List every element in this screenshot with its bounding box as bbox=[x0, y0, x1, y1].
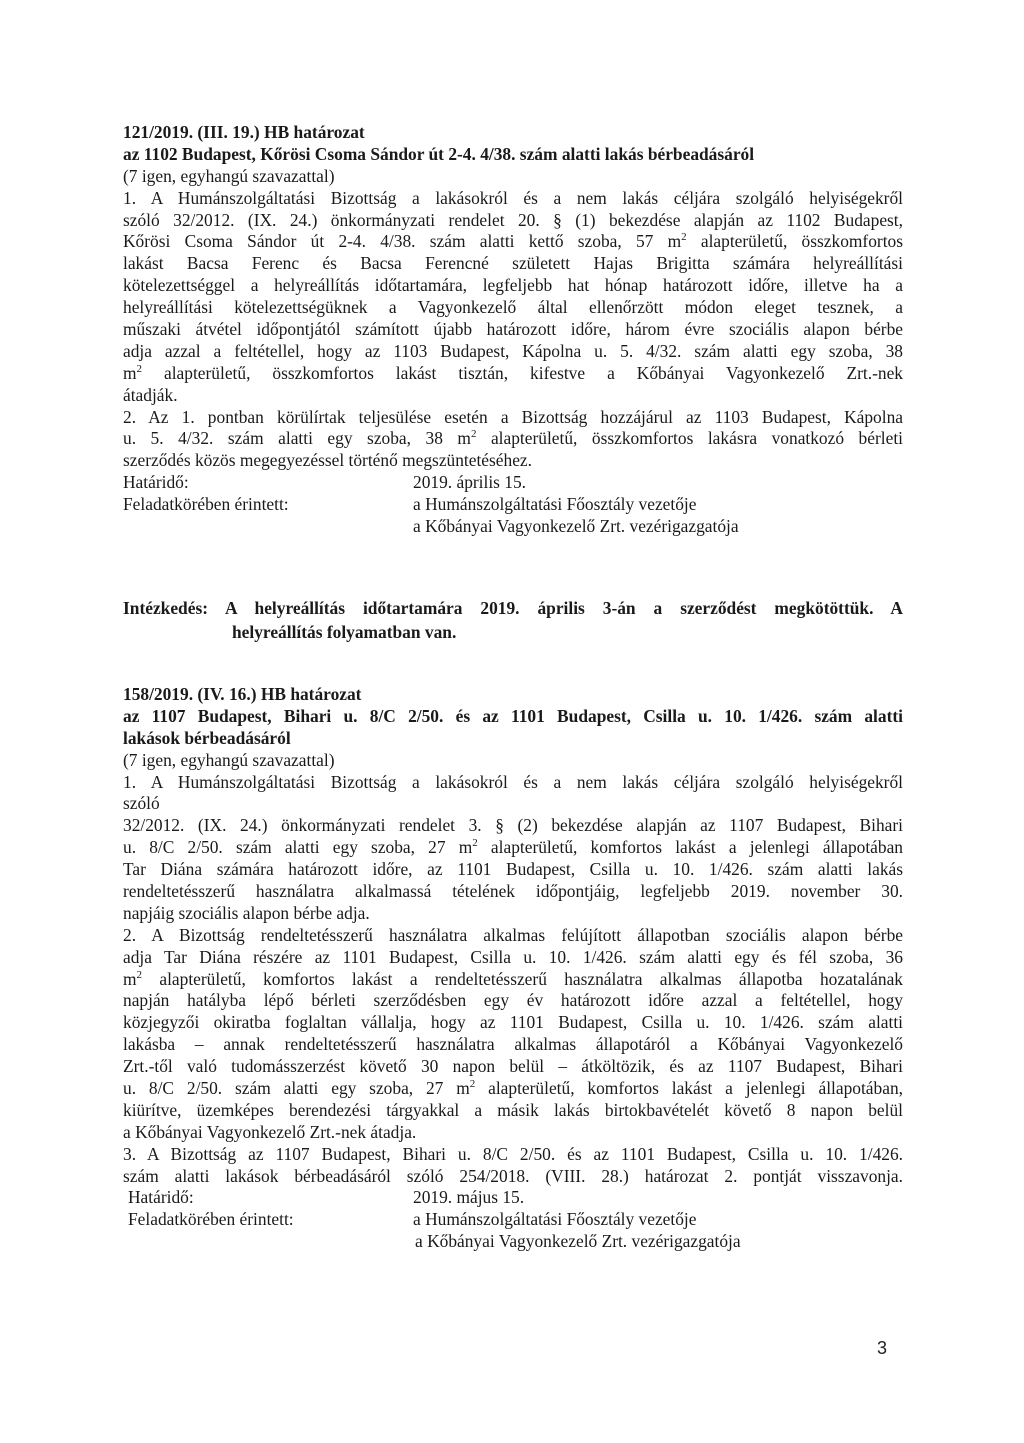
paragraph-line: $m^2$ alapterületű, összkomfortos lakást tisztán, kifestve a Kőbányai Vagyonkezelő Zrt.-nek bbox=[123, 362, 903, 383]
deadline-row bbox=[123, 472, 903, 494]
resolution-title: az 1107 Budapest, Bihari u. 8/C 2/50. és az 1101 Budapest, Csilla u. 10. 1/426. szám alatti bbox=[123, 705, 903, 726]
paragraph-line: Zrt.-től való tudomásszerzést követő 30 napon belül – átköltözik, és az 1107 Budapest, Bihari bbox=[123, 1056, 903, 1077]
paragraph-line: a Kőbányai Vagyonkezelő Zrt.-nek átadja. bbox=[123, 1121, 417, 1142]
paragraph-line: szerződés közös megegyezéssel történő megszüntetéséhez. bbox=[123, 450, 532, 471]
resolution-158-2019 bbox=[123, 684, 903, 1253]
paragraph-line: kötelezettséggel a helyreállítás időtartamára, legfeljebb hat hónap határozott időre, illetve ha a bbox=[123, 275, 903, 296]
paragraph-line: szóló bbox=[123, 793, 160, 814]
deadline-label: Határidő: bbox=[123, 472, 189, 493]
paragraph-line: lakásba – annak rendeltetésszerű használatra alkalmas állapotáról a Kőbányai Vagyonkezelő bbox=[123, 1034, 903, 1055]
paragraph-line: közjegyzői okiratba foglaltan vállalja, hogy az 1101 Budapest, Csilla u. 10. 1/426. szám alatti bbox=[123, 1012, 903, 1033]
paragraph-line: u. 8/C 2/50. szám alatti egy szoba, 27 $m^2$ alapterületű, komfortos lakást a jelenlegi állapotában bbox=[123, 837, 904, 858]
measure-line: Intézkedés: A helyreállítás időtartamára 2019. április 3-án a szerződést megkötöttük. A bbox=[123, 598, 903, 618]
measure-note bbox=[123, 596, 903, 644]
paragraph-line: műszaki átvétel időpontjától számított újabb határozott időre, három évre szociális alapon bérbe bbox=[123, 319, 903, 340]
paragraph-line: napján hatályba lépő bérleti szerződésben egy év határozott időre azzal a feltétellel, hogy bbox=[123, 990, 903, 1011]
responsible-value: a Kőbányai Vagyonkezelő Zrt. vezérigazgatója bbox=[415, 1231, 741, 1252]
paragraph-line: helyreállítási kötelezettségüknek a Vagyonkezelő által ellenőrzött módon eleget tesznek, a bbox=[123, 297, 903, 318]
responsible-row bbox=[123, 1231, 903, 1253]
deadline-value: 2019. április 15. bbox=[413, 472, 527, 493]
paragraph-line: Tar Diána számára határozott időre, az 1101 Budapest, Csilla u. 10. 1/426. szám alatti lakás bbox=[123, 859, 903, 880]
paragraph-line: 3. A Bizottság az 1107 Budapest, Bihari u. 8/C 2/50. és az 1101 Budapest, Csilla u. 10. 1/426. bbox=[123, 1143, 903, 1164]
paragraph-line: 2. A Bizottság rendeltetésszerű használatra alkalmas felújított állapotban szociális alapon bérbe bbox=[123, 924, 903, 945]
responsible-row bbox=[123, 494, 903, 516]
page-number: 3 bbox=[876, 1338, 887, 1358]
deadline-value: 2019. május 15. bbox=[413, 1187, 525, 1208]
vote-result: (7 igen, egyhangú szavazattal) bbox=[123, 165, 335, 186]
paragraph-line: szám alatti lakások bérbeadásáról szóló 254/2018. (VIII. 28.) határozat 2. pontját visszavonja. bbox=[123, 1165, 903, 1186]
responsible-row bbox=[123, 1209, 903, 1231]
resolution-number-heading: 158/2019. (IV. 16.) HB határozat bbox=[123, 684, 362, 704]
deadline-row bbox=[123, 1187, 903, 1209]
paragraph-line: napjáig szociális alapon bérbe adja. bbox=[123, 902, 370, 923]
responsible-label: Feladatkörében érintett: bbox=[128, 1209, 294, 1230]
paragraph-line: kiürítve, üzemképes berendezési tárgyakkal a másik lakás birtokbavételét követő 8 napon belül bbox=[123, 1099, 903, 1120]
paragraph-line: $m^2$ alapterületű, komfortos lakást a rendeltetésszerű használatra alkalmas állapotba hozatalának bbox=[123, 968, 903, 989]
deadline-label: Határidő: bbox=[128, 1187, 194, 1208]
vote-result: (7 igen, egyhangú szavazattal) bbox=[123, 749, 335, 770]
paragraph-line: adja Tar Diána részére az 1101 Budapest, Csilla u. 10. 1/426. szám alatti egy és fél szoba, 36 bbox=[123, 946, 903, 967]
responsible-value: a Kőbányai Vagyonkezelő Zrt. vezérigazgatója bbox=[413, 516, 739, 537]
paragraph-line: adja azzal a feltétellel, hogy az 1103 Budapest, Kápolna u. 5. 4/32. szám alatti egy szoba, 38 bbox=[123, 340, 903, 361]
paragraph-line: 1. A Humánszolgáltatási Bizottság a lakásokról és a nem lakás céljára szolgáló helyiségekről bbox=[123, 771, 903, 792]
responsible-value: a Humánszolgáltatási Főosztály vezetője bbox=[413, 1209, 697, 1230]
paragraph-line: szóló 32/2012. (IX. 24.) önkormányzati rendelet 20. § (1) bekezdése alapján az 1102 Budapest, bbox=[123, 209, 903, 230]
paragraph-line: lakást Bacsa Ferenc és Bacsa Ferencné született Hajas Brigitta számára helyreállítási bbox=[123, 253, 903, 274]
paragraph-line: 32/2012. (IX. 24.) önkormányzati rendelet 3. § (2) bekezdése alapján az 1107 Budapest, Bihari bbox=[123, 815, 903, 836]
resolution-title: lakások bérbeadásáról bbox=[123, 727, 291, 748]
resolution-121-2019 bbox=[123, 122, 903, 538]
paragraph-line: u. 5. 4/32. szám alatti egy szoba, 38 $m^2$ alapterületű, összkomfortos lakásra vonatkozó bérleti bbox=[123, 428, 903, 449]
resolution-number-heading: 121/2019. (III. 19.) HB határozat bbox=[123, 122, 365, 142]
paragraph-line: 2. Az 1. pontban körülírtak teljesülése esetén a Bizottság hozzájárul az 1103 Budapest, Kápolna bbox=[123, 406, 903, 427]
measure-line: helyreállítás folyamatban van. bbox=[232, 622, 457, 642]
paragraph-line: 1. A Humánszolgáltatási Bizottság a lakásokról és a nem lakás céljára szolgáló helyiségekről bbox=[123, 187, 903, 208]
responsible-row bbox=[123, 516, 903, 538]
paragraph-line: u. 8/C 2/50. szám alatti egy szoba, 27 $m^2$ alapterületű, komfortos lakást a jelenlegi állapotában, bbox=[123, 1078, 903, 1099]
responsible-value: a Humánszolgáltatási Főosztály vezetője bbox=[413, 494, 697, 515]
responsible-label: Feladatkörében érintett: bbox=[123, 494, 289, 515]
paragraph-line: Kőrösi Csoma Sándor út 2-4. 4/38. szám alatti kettő szoba, 57 $m^2$ alapterületű, összkomfortos bbox=[123, 231, 903, 252]
paragraph-line: rendeltetésszerű használatra alkalmassá tételének időpontjáig, legfeljebb 2019. november 30. bbox=[123, 881, 903, 902]
resolution-title: az 1102 Budapest, Kőrösi Csoma Sándor út 2-4. 4/38. szám alatti lakás bérbeadásáról bbox=[123, 143, 755, 164]
paragraph-line: átadják. bbox=[123, 384, 178, 405]
